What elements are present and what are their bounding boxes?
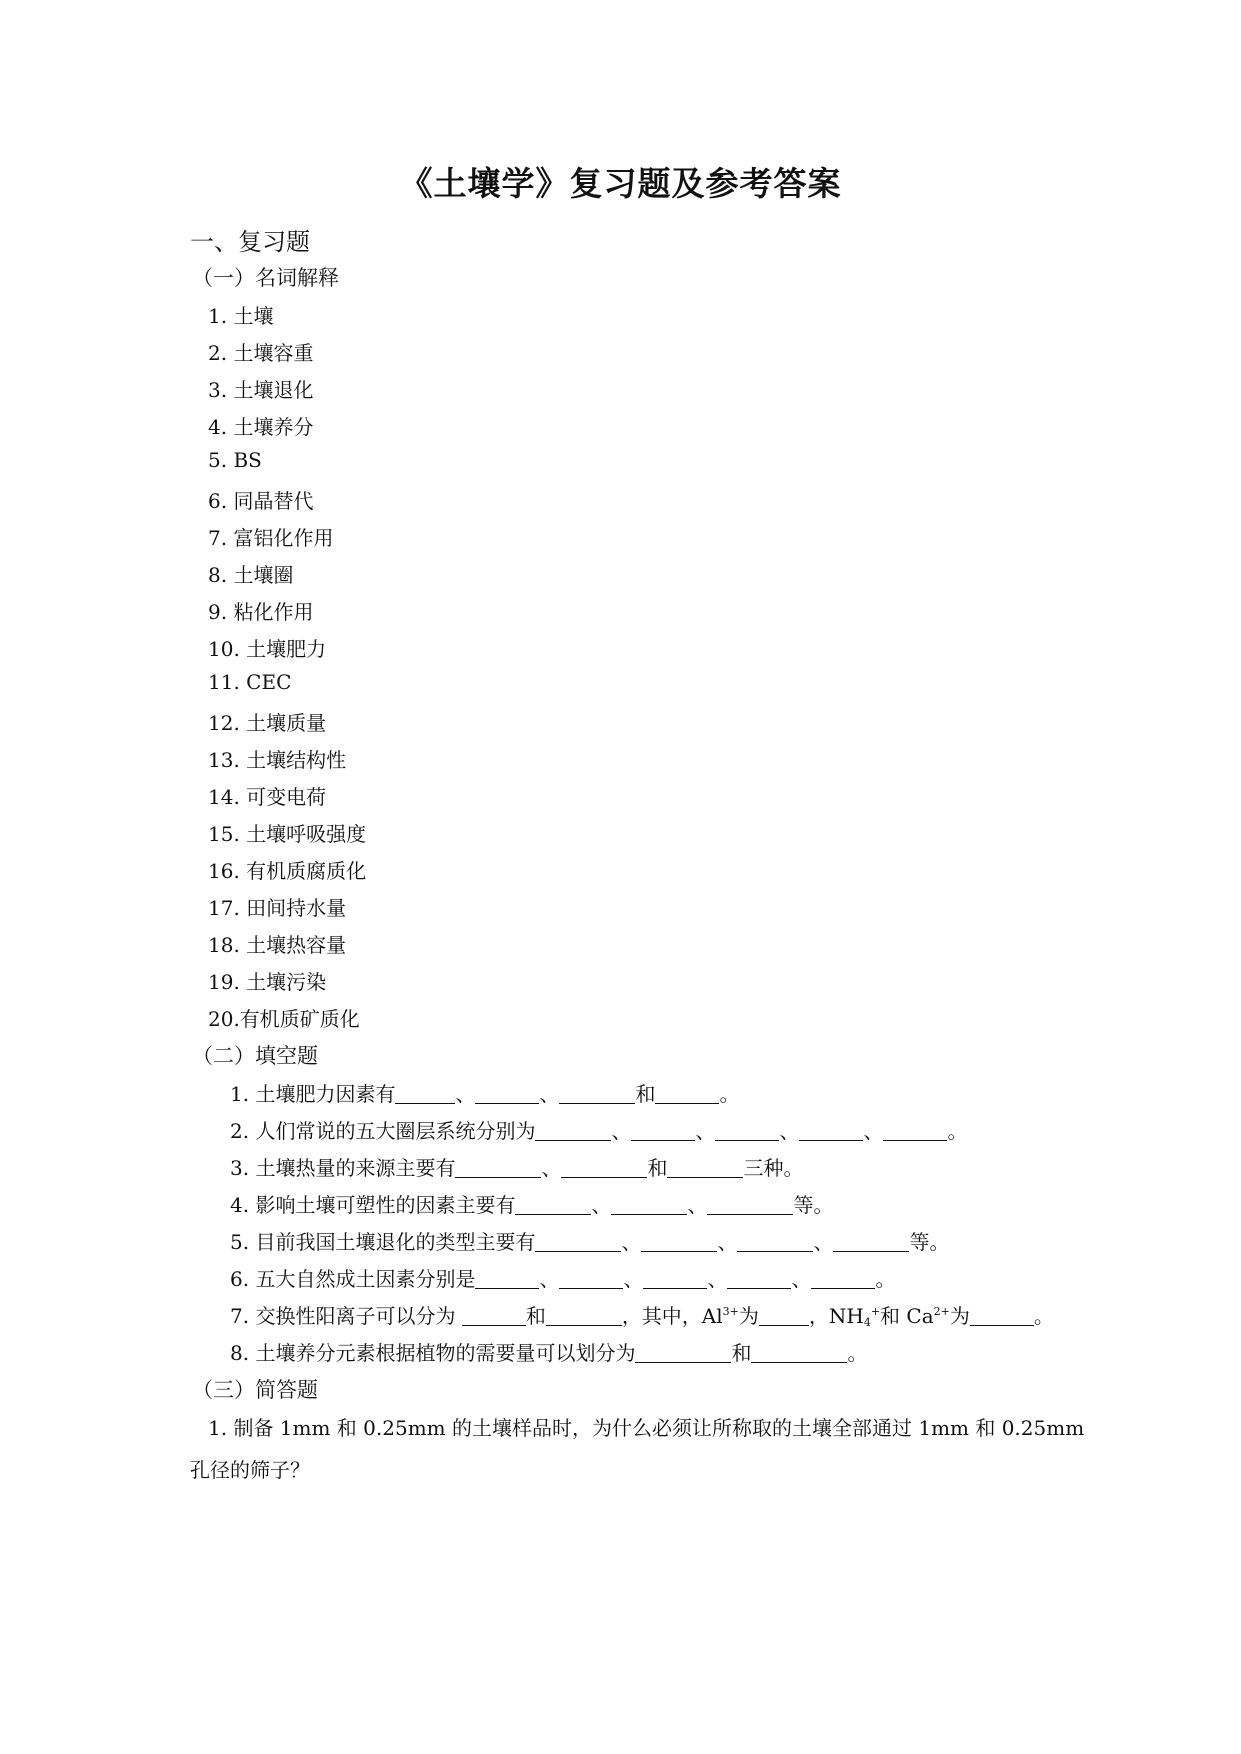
answer-blank[interactable]	[641, 1231, 717, 1252]
answer-blank[interactable]	[727, 1268, 791, 1289]
term-item: 13. 土壤结构性	[208, 748, 347, 772]
part-heading-fill-in: （二）填空题	[192, 1044, 318, 1068]
answer-blank[interactable]	[475, 1268, 539, 1289]
answer-blank[interactable]	[715, 1120, 779, 1141]
answer-blank[interactable]	[475, 1083, 539, 1104]
term-item: 1. 土壤	[208, 304, 274, 328]
answer-blank[interactable]	[611, 1194, 687, 1215]
answer-blank[interactable]	[535, 1231, 621, 1252]
section-heading-review: 一、复习题	[190, 228, 310, 256]
part-heading-short-answer: （三）简答题	[192, 1378, 318, 1402]
fill-question-8: 8. 土壤养分元素根据植物的需要量可以划分为 和 。	[230, 1341, 868, 1365]
term-item: 16. 有机质腐质化	[208, 859, 367, 883]
term-item: 12. 土壤质量	[208, 711, 327, 735]
fill-question-6: 6. 五大自然成土因素分别是 、 、 、 、 。	[230, 1267, 896, 1291]
answer-blank[interactable]	[546, 1305, 622, 1326]
answer-blank[interactable]	[655, 1083, 719, 1104]
fill-question-2: 2. 人们常说的五大圈层系统分别为 、 、 、 、 。	[230, 1119, 968, 1143]
fill-question-1: 1. 土壤肥力因素有 、 、 和 。	[230, 1082, 740, 1106]
answer-blank[interactable]	[631, 1120, 695, 1141]
answer-blank[interactable]	[515, 1194, 591, 1215]
answer-blank[interactable]	[759, 1305, 809, 1326]
answer-blank[interactable]	[883, 1120, 947, 1141]
fill-question-4: 4. 影响土壤可塑性的因素主要有 、 、 等。	[230, 1193, 834, 1217]
term-item: 3. 土壤退化	[208, 378, 314, 402]
term-item: 10. 土壤肥力	[208, 637, 327, 661]
part-heading-definitions: （一）名词解释	[192, 266, 339, 290]
document-title: 《土壤学》复习题及参考答案	[399, 164, 842, 203]
term-item: 2. 土壤容重	[208, 341, 314, 365]
term-item: 14. 可变电荷	[208, 785, 327, 809]
answer-blank[interactable]	[535, 1120, 611, 1141]
answer-blank[interactable]	[643, 1268, 707, 1289]
answer-blank[interactable]	[559, 1083, 635, 1104]
answer-blank[interactable]	[751, 1342, 847, 1363]
answer-blank[interactable]	[667, 1157, 743, 1178]
fill-question-7: 7. 交换性阳离子可以分为 和 ，其中，$Al^{3+}$为 ，$NH_4^+$和 $Ca^{2+}$为 。	[230, 1304, 1054, 1329]
answer-blank[interactable]	[737, 1231, 813, 1252]
answer-blank[interactable]	[635, 1342, 731, 1363]
answer-blank[interactable]	[455, 1157, 541, 1178]
fill-question-5: 5. 目前我国土壤退化的类型主要有 、 、 、 等。	[230, 1230, 950, 1254]
answer-blank[interactable]	[395, 1083, 455, 1104]
answer-blank[interactable]	[561, 1157, 647, 1178]
term-item: 7. 富铝化作用	[208, 526, 334, 550]
answer-blank[interactable]	[559, 1268, 623, 1289]
term-item: 6. 同晶替代	[208, 489, 314, 513]
answer-blank[interactable]	[799, 1120, 863, 1141]
term-item: 18. 土壤热容量	[208, 933, 347, 957]
short-answer-question-1-line2: 孔径的筛子？	[190, 1458, 310, 1482]
term-item: 15. 土壤呼吸强度	[208, 822, 367, 846]
term-item: 8. 土壤圈	[208, 563, 294, 587]
term-item: 9. 粘化作用	[208, 600, 314, 624]
short-answer-question-1-line1: 1. 制备 1mm 和 0.25mm 的土壤样品时，为什么必须让所称取的土壤全部通过 1mm 和 0.25mm	[208, 1416, 1085, 1440]
answer-blank[interactable]	[833, 1231, 909, 1252]
term-item: 19. 土壤污染	[208, 970, 327, 994]
term-item: 11. CEC	[208, 670, 292, 694]
term-item: 4. 土壤养分	[208, 415, 314, 439]
term-item: 5. BS	[208, 448, 262, 472]
term-item: 20.有机质矿质化	[208, 1007, 360, 1031]
fill-question-3: 3. 土壤热量的来源主要有 、 和 三种。	[230, 1156, 804, 1180]
term-item: 17. 田间持水量	[208, 896, 347, 920]
answer-blank[interactable]	[811, 1268, 875, 1289]
answer-blank[interactable]	[970, 1305, 1034, 1326]
answer-blank[interactable]	[707, 1194, 793, 1215]
answer-blank[interactable]	[462, 1305, 526, 1326]
